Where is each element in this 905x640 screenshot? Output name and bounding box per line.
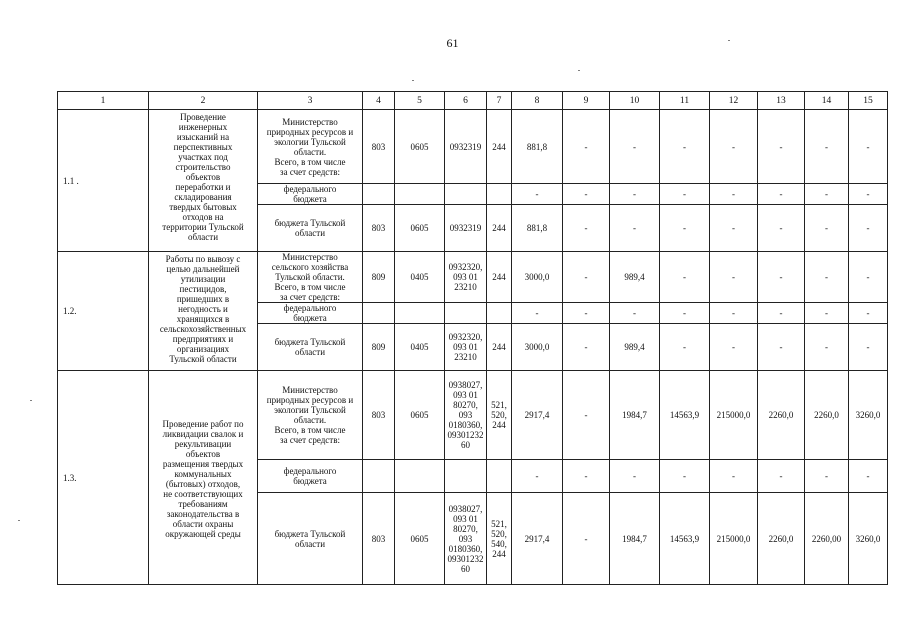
table-cell: 803	[363, 493, 395, 585]
table-cell	[445, 184, 487, 205]
table-cell: 244	[487, 252, 512, 303]
table-cell: 2917,4	[512, 493, 563, 585]
header-cell: 3	[258, 92, 363, 110]
header-cell: 2	[149, 92, 258, 110]
table-cell: -	[563, 371, 610, 460]
table-cell	[487, 460, 512, 493]
table-cell: -	[710, 252, 758, 303]
table-cell: 244	[487, 205, 512, 252]
table-cell: 1984,7	[610, 371, 660, 460]
table-cell: -	[512, 184, 563, 205]
table-cell: 215000,0	[710, 493, 758, 585]
header-cell: 13	[758, 92, 805, 110]
table-cell: 0938027, 093 01 80270, 093 0180360, 09301232 60	[445, 493, 487, 585]
funding-source: федерального бюджета	[258, 184, 363, 205]
table-cell	[363, 303, 395, 324]
table-cell: 809	[363, 252, 395, 303]
table-cell: -	[563, 460, 610, 493]
table-cell: 803	[363, 371, 395, 460]
table-cell: 0938027, 093 01 80270, 093 0180360, 09301232 60	[445, 371, 487, 460]
table-cell: -	[758, 324, 805, 371]
table-cell: 0605	[395, 205, 445, 252]
table-row	[58, 252, 888, 303]
table-cell: -	[805, 460, 849, 493]
table-cell: -	[710, 460, 758, 493]
header-cell: 8	[512, 92, 563, 110]
header-cell: 7	[487, 92, 512, 110]
table-cell: 244	[487, 324, 512, 371]
item-number: 1.1 .	[58, 110, 149, 252]
table-cell: -	[660, 110, 710, 184]
table-cell: 244	[487, 110, 512, 184]
table-cell	[363, 460, 395, 493]
budget-table	[57, 91, 888, 585]
table-row	[58, 371, 888, 460]
table-cell: -	[660, 460, 710, 493]
funding-source: федерального бюджета	[258, 303, 363, 324]
table-row	[58, 110, 888, 184]
table-cell: 0932319	[445, 205, 487, 252]
table-cell: -	[660, 205, 710, 252]
table-cell: -	[563, 493, 610, 585]
table-cell: 0605	[395, 371, 445, 460]
table-cell: -	[563, 205, 610, 252]
table-cell: 1984,7	[610, 493, 660, 585]
table-cell: -	[660, 184, 710, 205]
table-cell: -	[610, 184, 660, 205]
table-cell: -	[563, 110, 610, 184]
table-cell: 2260,0	[805, 371, 849, 460]
table-cell: -	[849, 184, 888, 205]
table-cell: 989,4	[610, 252, 660, 303]
table-cell: -	[805, 252, 849, 303]
table-cell: -	[610, 110, 660, 184]
header-cell: 11	[660, 92, 710, 110]
table-cell: -	[805, 184, 849, 205]
funding-source: Министерство природных ресурсов и экологии Тульской области. Всего, в том числе за счет средств:	[258, 110, 363, 184]
funding-source: бюджета Тульской области	[258, 324, 363, 371]
header-cell: 4	[363, 92, 395, 110]
header-cell: 15	[849, 92, 888, 110]
table-cell: 215000,0	[710, 371, 758, 460]
table-cell	[487, 184, 512, 205]
table-cell: 881,8	[512, 110, 563, 184]
table-cell: -	[563, 324, 610, 371]
table-cell: -	[849, 252, 888, 303]
header-cell: 12	[710, 92, 758, 110]
table-cell: -	[710, 110, 758, 184]
table-cell	[445, 460, 487, 493]
table-cell: 14563,9	[660, 493, 710, 585]
table-cell: -	[710, 303, 758, 324]
table-cell: 2260,0	[758, 371, 805, 460]
table-cell: -	[758, 303, 805, 324]
table-cell: -	[710, 324, 758, 371]
table-cell: 2260,0	[758, 493, 805, 585]
header-cell: 6	[445, 92, 487, 110]
table-cell: -	[849, 460, 888, 493]
table-cell: 2260,00	[805, 493, 849, 585]
funding-source: Министерство сельского хозяйства Тульской области. Всего, в том числе за счет средств:	[258, 252, 363, 303]
table-cell: -	[758, 205, 805, 252]
measure-name: Работы по вывозу с целью дальнейшей утилизации пестицидов, пришедших в негодность и хранящихся в сельскохозяйственных предприятиях и организациях Тульской области	[149, 252, 258, 371]
scan-speck	[18, 520, 20, 521]
table-cell	[445, 303, 487, 324]
table-cell: 521, 520, 244	[487, 371, 512, 460]
table-cell: -	[563, 252, 610, 303]
funding-source: бюджета Тульской области	[258, 493, 363, 585]
table-cell	[363, 184, 395, 205]
table-cell: -	[710, 205, 758, 252]
table-cell: -	[563, 303, 610, 324]
funding-source: Министерство природных ресурсов и экологии Тульской области. Всего, в том числе за счет средств:	[258, 371, 363, 460]
table-cell: -	[660, 252, 710, 303]
table-cell: 803	[363, 110, 395, 184]
table-cell: -	[610, 205, 660, 252]
scan-speck	[728, 40, 730, 41]
funding-source: федерального бюджета	[258, 460, 363, 493]
table-cell: 989,4	[610, 324, 660, 371]
table-cell: -	[710, 184, 758, 205]
table-cell: -	[610, 460, 660, 493]
header-cell: 10	[610, 92, 660, 110]
measure-name: Проведение работ по ликвидации свалок и рекультивации объектов размещения твердых коммунальных (бытовых) отходов, не соответствующих требованиям законодательства в области охраны окружающей среды	[149, 371, 258, 585]
header-cell: 1	[58, 92, 149, 110]
table-cell: 881,8	[512, 205, 563, 252]
table-cell: 809	[363, 324, 395, 371]
table-cell	[395, 460, 445, 493]
scan-speck	[578, 70, 580, 71]
table-cell: -	[758, 252, 805, 303]
table-cell: 0932320, 093 01 23210	[445, 252, 487, 303]
header-cell: 9	[563, 92, 610, 110]
header-cell: 14	[805, 92, 849, 110]
table-cell	[395, 184, 445, 205]
header-cell: 5	[395, 92, 445, 110]
item-number: 1.2.	[58, 252, 149, 371]
table-cell: -	[849, 324, 888, 371]
table-cell: 0405	[395, 324, 445, 371]
table-cell: 14563,9	[660, 371, 710, 460]
table-cell: 3000,0	[512, 324, 563, 371]
table-cell: -	[849, 303, 888, 324]
item-number: 1.3.	[58, 371, 149, 585]
table-cell: 3260,0	[849, 493, 888, 585]
table-cell: -	[805, 110, 849, 184]
table-cell	[487, 303, 512, 324]
table-cell: 2917,4	[512, 371, 563, 460]
table-cell: -	[758, 110, 805, 184]
scan-speck	[412, 80, 414, 81]
table-cell: 0605	[395, 110, 445, 184]
table-cell: 0605	[395, 493, 445, 585]
table-cell: -	[805, 205, 849, 252]
table-cell: -	[758, 184, 805, 205]
page-number: 61	[446, 36, 459, 50]
table-cell: 3260,0	[849, 371, 888, 460]
funding-source: бюджета Тульской области	[258, 205, 363, 252]
table-body	[58, 92, 888, 585]
table-cell: -	[805, 303, 849, 324]
table-cell: -	[563, 184, 610, 205]
table-cell: 3000,0	[512, 252, 563, 303]
table-cell: 0932319	[445, 110, 487, 184]
table-cell: 0405	[395, 252, 445, 303]
table-cell: 803	[363, 205, 395, 252]
table-cell: -	[610, 303, 660, 324]
table-cell: -	[512, 303, 563, 324]
table-cell: -	[849, 110, 888, 184]
table-cell: -	[849, 205, 888, 252]
table-cell: -	[660, 324, 710, 371]
table-cell: -	[758, 460, 805, 493]
table-cell: -	[805, 324, 849, 371]
table-cell: -	[512, 460, 563, 493]
table-cell: -	[660, 303, 710, 324]
table-cell: 0932320, 093 01 23210	[445, 324, 487, 371]
table-cell	[395, 303, 445, 324]
scan-speck	[30, 400, 32, 401]
table-cell: 521, 520, 540, 244	[487, 493, 512, 585]
header-row	[58, 92, 888, 110]
measure-name: Проведение инженерных изысканий на перспективных участках под строительство объектов переработки и складирования твердых бытовых отходов на территории Тульской области	[149, 110, 258, 252]
